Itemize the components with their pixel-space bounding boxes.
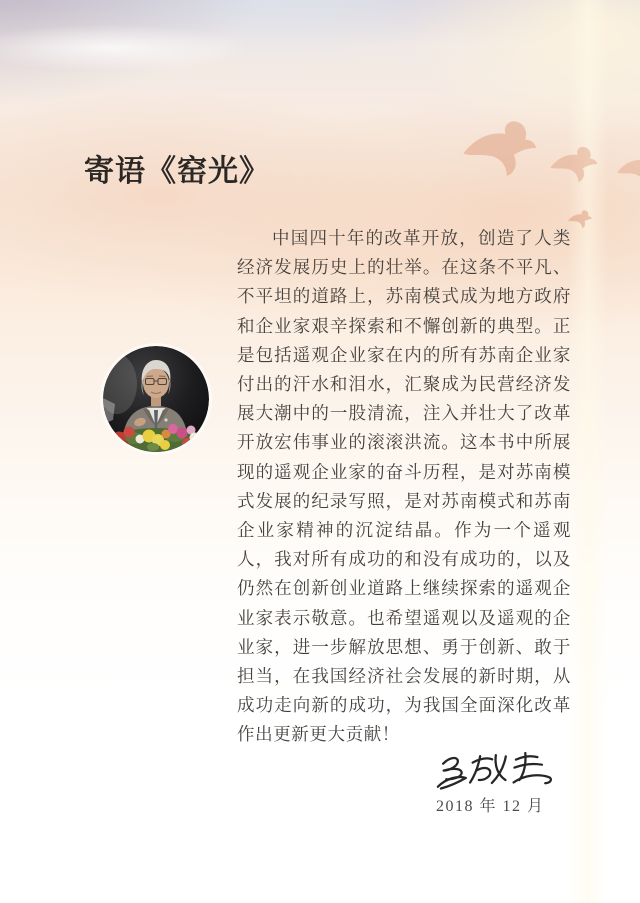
author-portrait-photo bbox=[103, 346, 209, 452]
bird-icon bbox=[612, 148, 640, 190]
bird-icon bbox=[455, 116, 539, 180]
page-title: 寄语《窑光》 bbox=[84, 155, 270, 188]
preface-paragraph: 中国四十年的改革开放，创造了人类经济发展历史上的壮举。在这条不平凡、不平坦的道路上，苏南模式成为地方政府和企业家艰辛探索和不懈创新的典型。正是包括遥观企业家在内的所有苏南企业家付出的汗水和泪水，汇聚成为民营经济发展大潮中的一股清流，注入并壮大了改革开放宏伟事业的滚滚洪流。这本书中所展现的遥观企业家的奋斗历程，是对苏南模式发展的纪录写照，是对苏南模式和苏南企业家精神的沉淀结晶。作为一个遥观人，我对所有成功的和没有成功的，以及仍然在创新创业道路上继续探索的遥观企业家表示敬意。也希望遥观以及遥观的企业家，进一步解放思想、勇于创新、敢于担当，在我国经济社会发展的新时期，从成功走向新的成功，为我国全面深化改革作出更新更大贡献！ bbox=[237, 228, 571, 745]
signature-handwriting bbox=[429, 744, 560, 799]
bird-icon bbox=[545, 142, 599, 186]
signature-date: 2018 年 12 月 bbox=[436, 798, 545, 815]
